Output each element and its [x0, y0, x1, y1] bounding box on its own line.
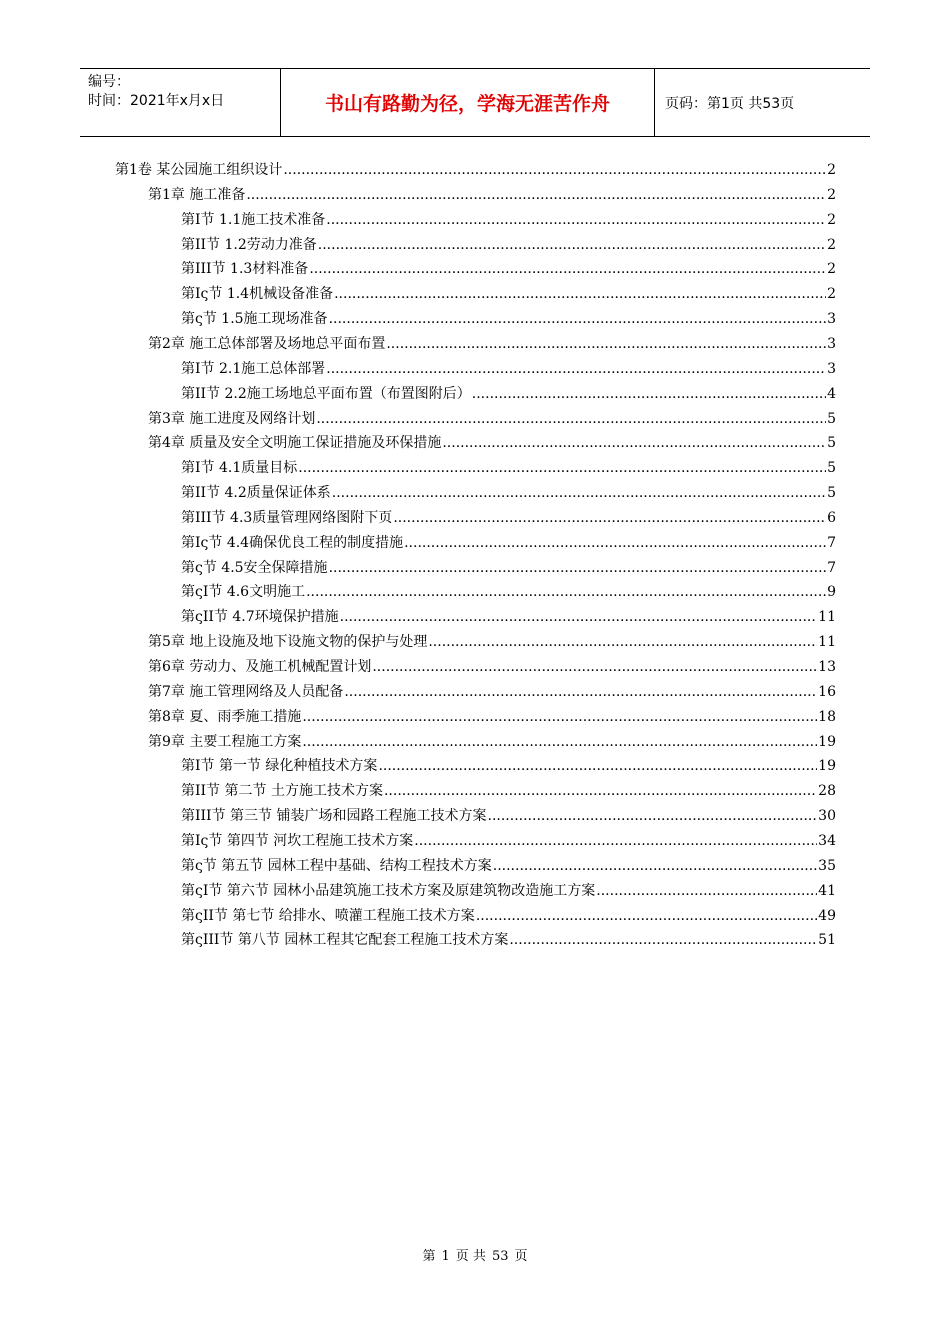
toc-entry[interactable]	[181, 779, 836, 803]
toc-entry-title: 第ς节 第五节 园林工程中基础、结构工程技术方案	[181, 858, 492, 874]
toc-leader-dots	[298, 456, 826, 480]
toc-entry[interactable]	[148, 431, 836, 455]
toc-entry-page: 9	[827, 584, 836, 600]
toc-leader-dots	[344, 680, 817, 704]
toc-leader-dots	[318, 233, 826, 257]
toc-entry[interactable]	[181, 580, 836, 604]
footer-total-pages: 53	[491, 1249, 509, 1264]
toc-entry[interactable]	[148, 680, 836, 704]
toc-entry-page: 2	[827, 261, 836, 277]
toc-leader-dots	[329, 556, 827, 580]
toc-entry[interactable]	[148, 730, 836, 754]
toc-entry[interactable]	[181, 904, 836, 928]
toc-leader-dots	[340, 605, 818, 629]
toc-entry-title: 第I节 4.1质量目标	[181, 460, 298, 476]
toc-entry[interactable]	[181, 481, 836, 505]
toc-entry[interactable]	[181, 754, 836, 778]
toc-entry-title: 第ςIII节 第八节 园林工程其它配套工程施工技术方案	[181, 932, 509, 948]
toc-leader-dots	[472, 382, 826, 406]
toc-entry-page: 3	[827, 336, 836, 352]
toc-entry-title: 第ςII节 4.7环境保护措施	[181, 609, 339, 625]
toc-leader-dots	[306, 580, 826, 604]
toc-leader-dots	[326, 208, 826, 232]
toc-entry-title: 第III节 4.3质量管理网络图附下页	[181, 510, 393, 526]
toc-entry-page: 5	[827, 460, 836, 476]
toc-leader-dots	[509, 928, 817, 952]
toc-leader-dots	[329, 307, 827, 331]
toc-leader-dots	[386, 332, 826, 356]
toc-entry-page: 2	[827, 212, 836, 228]
toc-leader-dots	[596, 879, 817, 903]
footer-suffix: 页	[514, 1249, 528, 1264]
toc-entry[interactable]	[181, 605, 836, 629]
toc-entry-title: 第1章 施工准备	[148, 187, 246, 203]
toc-entry-page: 16	[818, 684, 836, 700]
toc-entry[interactable]	[181, 531, 836, 555]
toc-entry[interactable]	[181, 456, 836, 480]
toc-entry-page: 19	[818, 734, 836, 750]
toc-entry[interactable]	[181, 854, 836, 878]
toc-entry-page: 5	[827, 435, 836, 451]
toc-entry-title: 第ςI节 第六节 园林小品建筑施工技术方案及原建筑物改造施工方案	[181, 883, 596, 899]
toc-entry-title: 第1卷 某公园施工组织设计	[115, 162, 283, 178]
toc-entry[interactable]	[148, 655, 836, 679]
toc-entry-page: 5	[827, 485, 836, 501]
toc-entry-title: 第4章 质量及安全文明施工保证措施及环保措施	[148, 435, 442, 451]
toc-entry-title: 第7章 施工管理网络及人员配备	[148, 684, 344, 700]
toc-leader-dots	[283, 158, 826, 182]
toc-leader-dots	[326, 357, 826, 381]
toc-entry-page: 2	[827, 162, 836, 178]
toc-entry-page: 19	[818, 758, 836, 774]
toc-entry[interactable]	[181, 307, 836, 331]
toc-entry-page: 41	[818, 883, 836, 899]
toc-entry-page: 11	[818, 634, 836, 650]
page-footer	[0, 1245, 950, 1264]
toc-entry-title: 第III节 1.3材料准备	[181, 261, 309, 277]
toc-entry[interactable]	[181, 556, 836, 580]
toc-leader-dots	[372, 655, 817, 679]
toc-entry-page: 28	[818, 783, 836, 799]
toc-leader-dots	[246, 183, 826, 207]
toc-entry[interactable]	[148, 705, 836, 729]
toc-entry-page: 35	[818, 858, 836, 874]
toc-entry[interactable]	[181, 257, 836, 281]
toc-entry-title: 第5章 地上设施及地下设施文物的保护与处理	[148, 634, 428, 650]
toc-leader-dots	[488, 804, 818, 828]
toc-entry-page: 51	[818, 932, 836, 948]
toc-entry-title: 第ς节 1.5施工现场准备	[181, 311, 328, 327]
toc-leader-dots	[302, 705, 817, 729]
toc-entry-page: 7	[827, 560, 836, 576]
toc-leader-dots	[316, 407, 826, 431]
toc-entry-page: 11	[818, 609, 836, 625]
toc-entry-page: 3	[827, 311, 836, 327]
page-header	[80, 68, 870, 137]
toc-entry[interactable]	[181, 382, 836, 406]
header-meta	[80, 69, 281, 136]
toc-leader-dots	[384, 779, 817, 803]
toc-leader-dots	[378, 754, 817, 778]
toc-entry-title: 第II节 1.2劳动力准备	[181, 237, 317, 253]
toc-entry-title: 第II节 2.2施工场地总平面布置（布置图附后）	[181, 386, 471, 402]
toc-leader-dots	[309, 257, 826, 281]
toc-entry-page: 7	[827, 535, 836, 551]
toc-entry[interactable]	[181, 829, 836, 853]
toc-entry-title: 第3章 施工进度及网络计划	[148, 411, 316, 427]
toc-leader-dots	[302, 730, 817, 754]
toc-entry-title: 第II节 第二节 土方施工技术方案	[181, 783, 383, 799]
footer-page-number: 1	[441, 1249, 450, 1264]
toc-leader-dots	[393, 506, 826, 530]
toc-entry[interactable]	[115, 158, 836, 182]
toc-leader-dots	[404, 531, 826, 555]
toc-entry[interactable]	[181, 357, 836, 381]
toc-entry-page: 13	[818, 659, 836, 675]
toc-leader-dots	[414, 829, 817, 853]
document-number-label: 编号：	[88, 74, 130, 90]
toc-leader-dots	[428, 630, 817, 654]
toc-entry-title: 第8章 夏、雨季施工措施	[148, 709, 302, 725]
toc-entry[interactable]	[148, 332, 836, 356]
toc-entry-title: 第ς节 4.5安全保障措施	[181, 560, 328, 576]
toc-entry-title: 第ςII节 第七节 给排水、喷灌工程施工技术方案	[181, 908, 475, 924]
toc-entry-title: 第Iς节 1.4机械设备准备	[181, 286, 334, 302]
toc-entry[interactable]	[181, 282, 836, 306]
toc-entry[interactable]	[181, 804, 836, 828]
toc-entry-title: 第9章 主要工程施工方案	[148, 734, 302, 750]
toc-entry-page: 6	[827, 510, 836, 526]
toc-entry-page: 5	[827, 411, 836, 427]
header-motto: 书山有路勤为径，学海无涯苦作舟	[281, 69, 655, 136]
toc-leader-dots	[442, 431, 826, 455]
toc-leader-dots	[476, 904, 817, 928]
toc-leader-dots	[334, 282, 826, 306]
toc-entry-title: 第III节 第三节 铺装广场和园路工程施工技术方案	[181, 808, 487, 824]
toc-entry-title: 第II节 4.2质量保证体系	[181, 485, 331, 501]
toc-entry[interactable]	[181, 233, 836, 257]
toc-entry-page: 4	[827, 386, 836, 402]
toc-entry-title: 第6章 劳动力、及施工机械配置计划	[148, 659, 372, 675]
document-time-label: 时间：2021年x月x日	[88, 93, 225, 109]
toc-entry-title: 第I节 1.1施工技术准备	[181, 212, 326, 228]
toc-entry-page: 30	[818, 808, 836, 824]
toc-leader-dots	[332, 481, 826, 505]
toc-entry-page: 2	[827, 237, 836, 253]
toc-entry-title: 第I节 第一节 绿化种植技术方案	[181, 758, 378, 774]
toc-entry-title: 第2章 施工总体部署及场地总平面布置	[148, 336, 386, 352]
toc-entry-title: 第ςI节 4.6文明施工	[181, 584, 306, 600]
toc-entry-page: 49	[818, 908, 836, 924]
toc-entry-title: 第Iς节 4.4确保优良工程的制度措施	[181, 535, 404, 551]
toc-entry[interactable]	[181, 506, 836, 530]
toc-leader-dots	[493, 854, 817, 878]
toc-entry-title: 第Iς节 第四节 河坎工程施工技术方案	[181, 833, 414, 849]
toc-entry-page: 3	[827, 361, 836, 377]
footer-mid: 页 共	[455, 1249, 486, 1264]
toc-entry-page: 34	[818, 833, 836, 849]
toc-entry-title: 第I节 2.1施工总体部署	[181, 361, 326, 377]
toc-entry[interactable]	[181, 208, 836, 232]
toc-entry[interactable]	[181, 928, 836, 952]
toc-entry[interactable]	[148, 630, 836, 654]
toc-entry[interactable]	[148, 183, 836, 207]
toc-entry[interactable]	[181, 879, 836, 903]
toc-entry-page: 2	[827, 187, 836, 203]
toc-entry-page: 18	[818, 709, 836, 725]
footer-prefix: 第	[422, 1249, 436, 1264]
toc-entry-page: 2	[827, 286, 836, 302]
header-page-info: 页码：第1页 共53页	[665, 95, 795, 112]
toc-entry[interactable]	[148, 407, 836, 431]
